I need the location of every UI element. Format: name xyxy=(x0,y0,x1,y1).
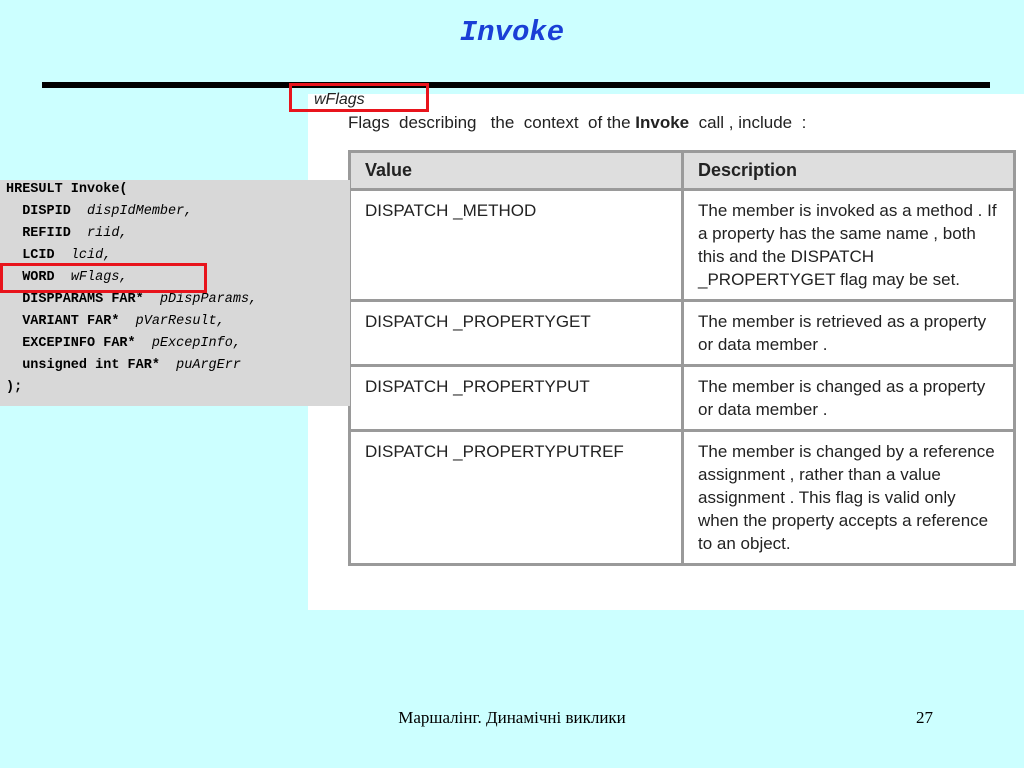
code-param-line xyxy=(6,226,128,241)
code-param-line xyxy=(6,358,241,373)
code-param-type: DISPID xyxy=(22,204,71,219)
wflags-param-label: wFlags xyxy=(314,91,365,108)
code-param-type: DISPPARAMS FAR* xyxy=(22,292,144,307)
code-param-line xyxy=(6,292,257,307)
table-header-row xyxy=(350,152,1015,190)
code-param-type: unsigned int FAR* xyxy=(22,358,160,373)
slide-title: Invoke xyxy=(459,16,565,49)
code-param-name: pExcepInfo, xyxy=(151,336,241,351)
code-param-name: puArgErr xyxy=(176,358,241,373)
row-description: The member is changed as a property or data member . xyxy=(683,366,1015,431)
code-param-type: WORD xyxy=(22,270,55,285)
code-param-line xyxy=(6,314,225,329)
flags-description-prefix: Flags describing the context of the xyxy=(348,113,636,132)
word-wflags-highlight-box xyxy=(0,263,207,293)
code-param-type: VARIANT FAR* xyxy=(22,314,120,329)
flags-description-invoke: Invoke xyxy=(635,113,690,132)
wflags-highlight-box xyxy=(289,83,429,112)
code-param-name: lcid, xyxy=(70,248,112,263)
row-description: The member is changed by a reference assignment , rather than a value assignment . This flag is valid only when the property accepts a reference to an object. xyxy=(683,431,1015,565)
code-param-type: REFIID xyxy=(22,226,71,241)
flags-description-suffix: call , include : xyxy=(689,113,807,132)
row-description: The member is invoked as a method . If a property has the same name , both this and the DISPATCH _PROPERTYGET flag may be set. xyxy=(683,190,1015,301)
flags-table xyxy=(348,150,1016,566)
code-param-name: wFlags, xyxy=(70,270,128,285)
code-param-name: pVarResult, xyxy=(135,314,225,329)
code-param-name: pDispParams, xyxy=(159,292,258,307)
slide-footer: Маршалінг. Динамічні виклики xyxy=(398,708,626,727)
code-param-name: dispIdMember, xyxy=(87,204,193,219)
row-value: DISPATCH _PROPERTYPUT xyxy=(350,366,683,431)
row-value: DISPATCH _PROPERTYPUTREF xyxy=(350,431,683,565)
code-param-type: LCID xyxy=(22,248,55,263)
page-number: 27 xyxy=(916,708,933,727)
table-row xyxy=(350,301,1015,366)
table-row xyxy=(350,366,1015,431)
code-param-type: EXCEPINFO FAR* xyxy=(22,336,136,351)
code-header: HRESULT Invoke( xyxy=(6,182,128,197)
code-footer: ); xyxy=(6,380,23,395)
code-param-name: riid, xyxy=(87,226,128,241)
column-header-description: Description xyxy=(683,152,1015,190)
title-divider xyxy=(42,82,990,88)
code-param-line xyxy=(6,248,111,263)
flags-description xyxy=(348,113,806,133)
row-description: The member is retrieved as a property or data member . xyxy=(683,301,1015,366)
table-row xyxy=(350,431,1015,565)
code-param-line xyxy=(6,204,192,219)
row-value: DISPATCH _PROPERTYGET xyxy=(350,301,683,366)
column-header-value: Value xyxy=(350,152,683,190)
row-value: DISPATCH _METHOD xyxy=(350,190,683,301)
table-row xyxy=(350,190,1015,301)
invoke-signature-code xyxy=(0,180,350,406)
code-param-line xyxy=(6,336,241,351)
